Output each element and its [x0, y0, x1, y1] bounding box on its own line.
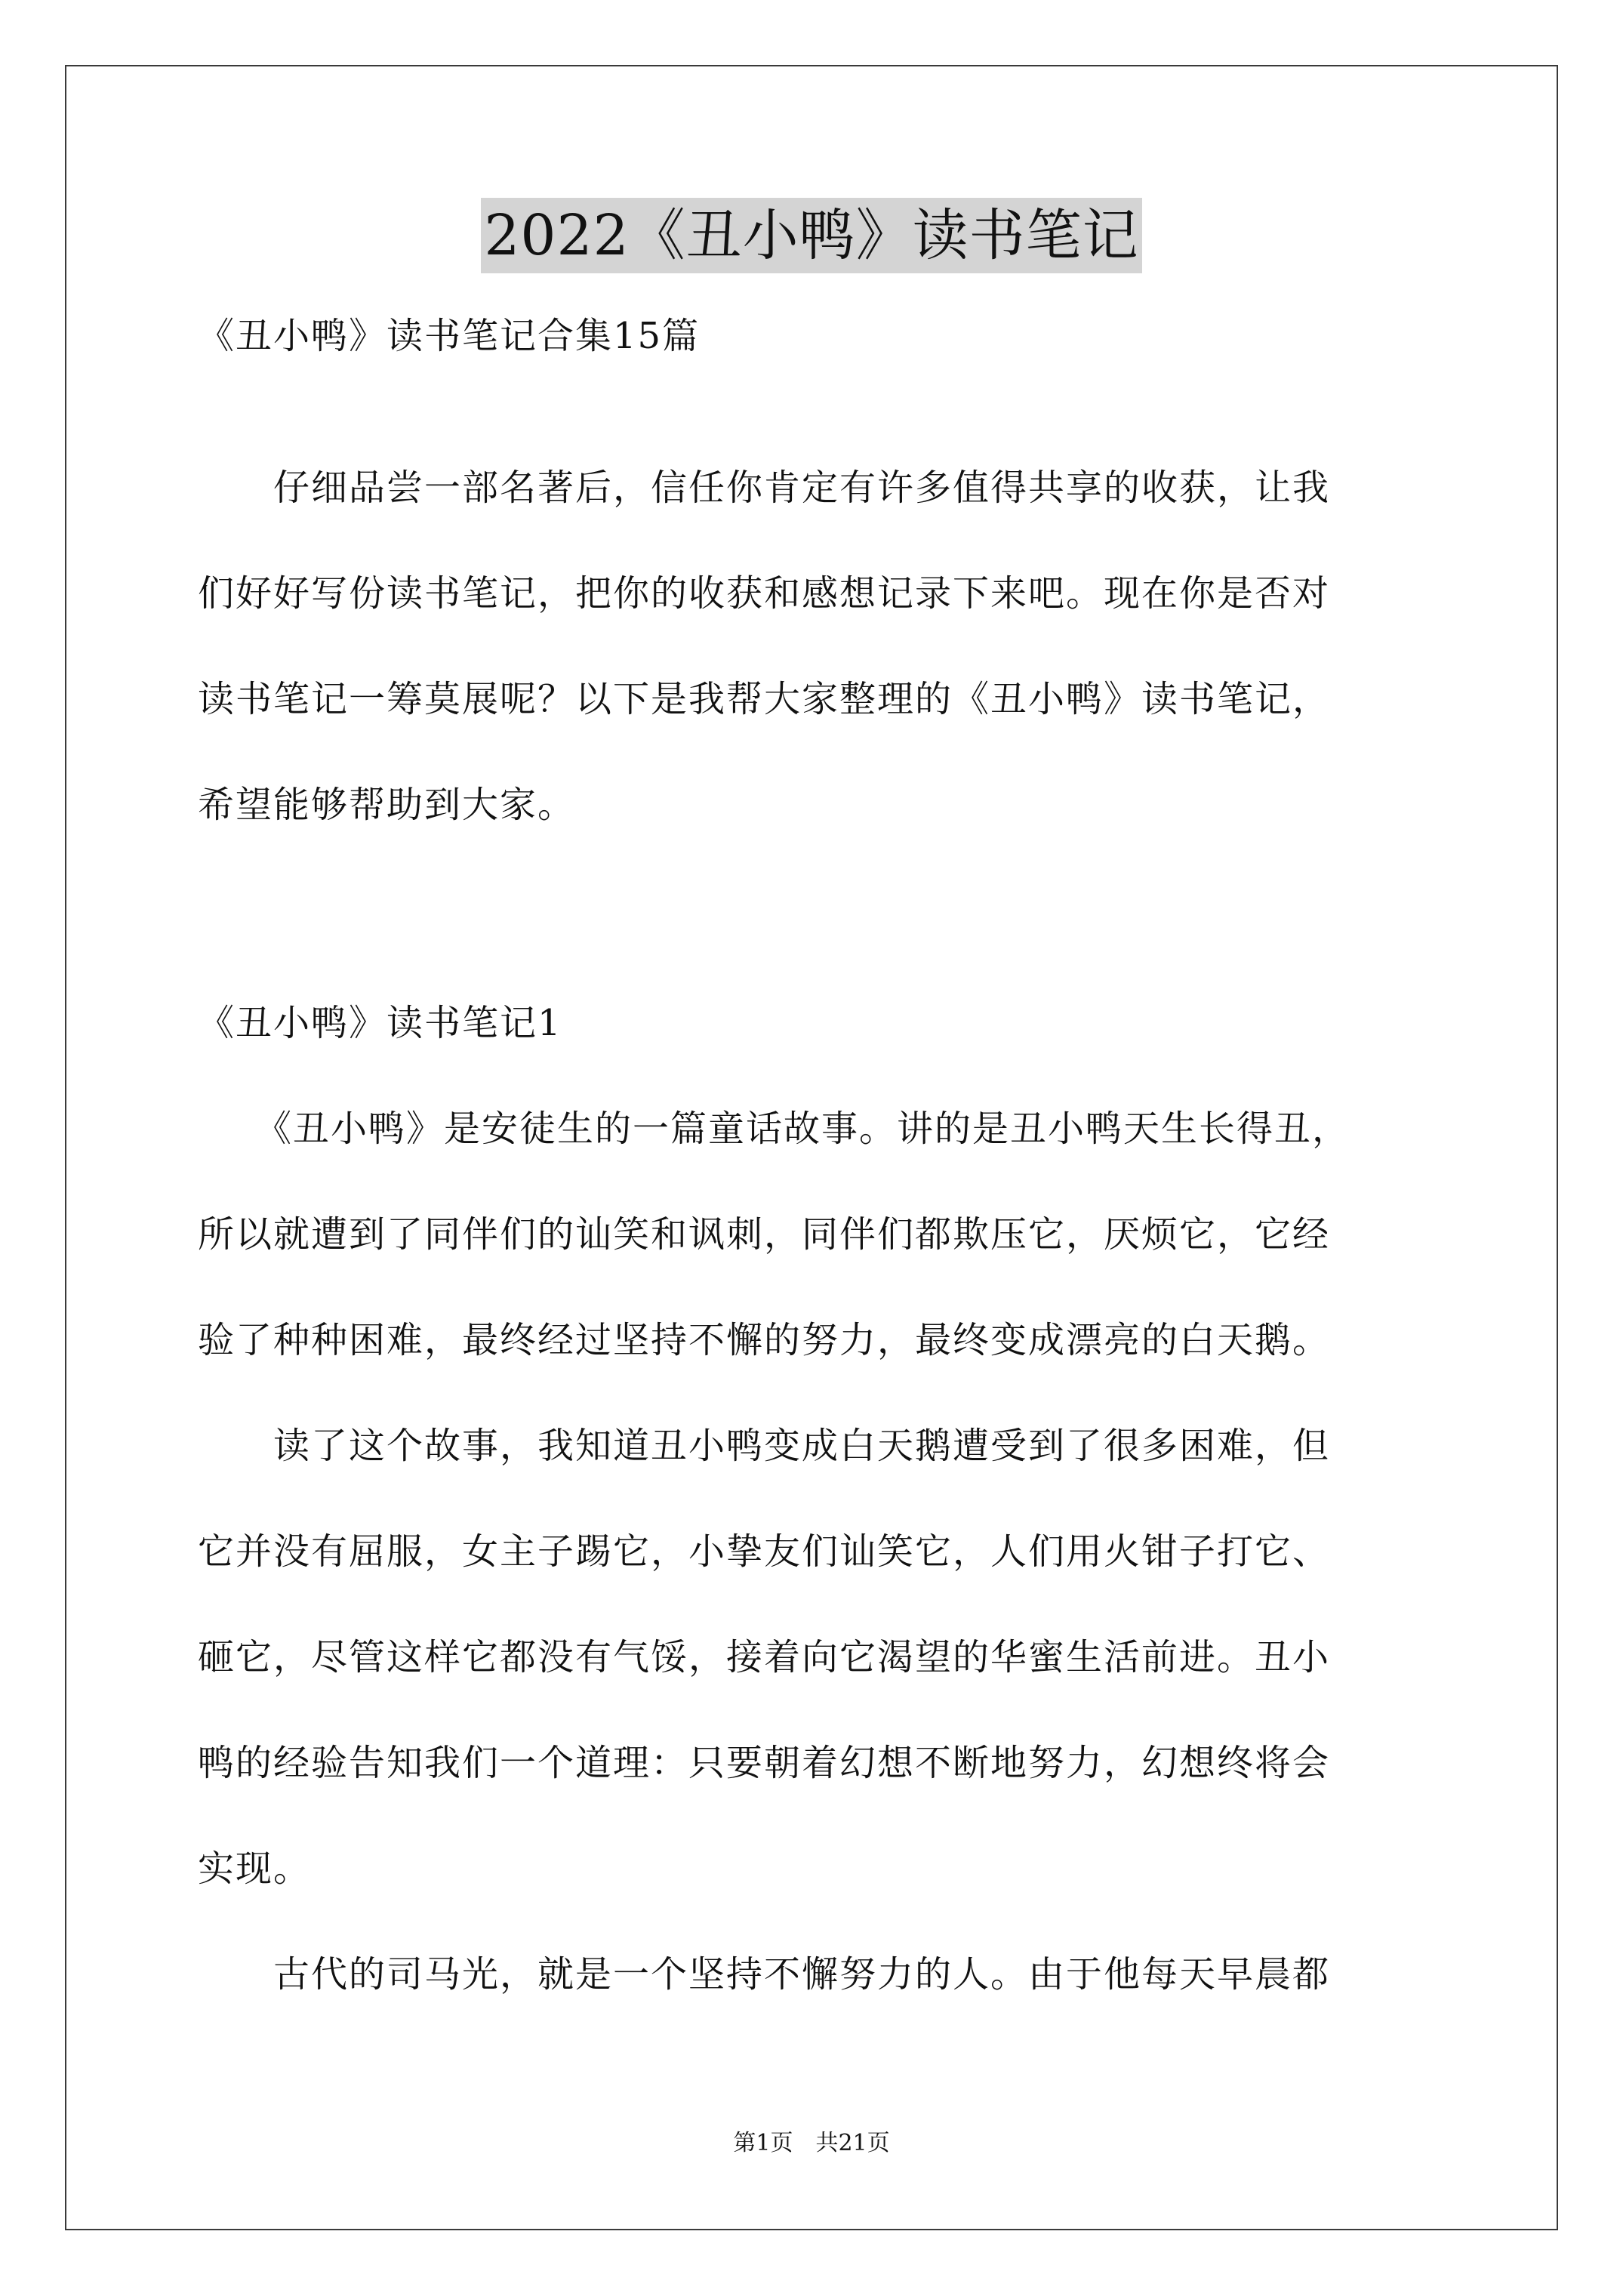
document-title-container — [0, 198, 1623, 273]
paragraph-2-line-2: 它并没有屈服，女主子踢它，小挚友们讪笑它，人们用火钳子打它、 — [198, 1530, 1331, 1573]
paragraph-2-line-4: 鸭的经验告知我们一个道理：只要朝着幻想不断地努力，幻想终将会 — [198, 1742, 1331, 1784]
paragraph-3-line-1: 古代的司马光，就是一个坚持不懈努力的人。由于他每天早晨都 — [198, 1953, 1331, 1996]
paragraph-1-line-2: 所以就遭到了同伴们的讪笑和讽刺，同伴们都欺压它，厌烦它，它经 — [198, 1213, 1331, 1256]
intro-line-4: 希望能够帮助到大家。 — [198, 784, 576, 826]
paragraph-1-line-1: 《丑小鸭》是安徒生的一篇童话故事。讲的是丑小鸭天生长得丑， — [198, 1108, 1350, 1150]
page-number-footer: 第1页 共21页 — [733, 2130, 890, 2156]
section-heading-1: 《丑小鸭》读书笔记1 — [198, 1002, 562, 1044]
document-title: 2022《丑小鸭》读书笔记 — [481, 198, 1141, 273]
intro-line-3: 读书笔记一筹莫展呢？以下是我帮大家整理的《丑小鸭》读书笔记， — [198, 678, 1331, 720]
paragraph-1-line-3: 验了种种困难，最终经过坚持不懈的努力，最终变成漂亮的白天鹅。 — [198, 1319, 1331, 1361]
paragraph-2-line-3: 砸它，尽管这样它都没有气馁，接着向它渴望的华蜜生活前进。丑小 — [198, 1636, 1331, 1678]
paragraph-2-line-5: 实现。 — [198, 1848, 312, 1890]
intro-line-2: 们好好写份读书笔记，把你的收获和感想记录下来吧。现在你是否对 — [198, 572, 1331, 615]
intro-line-1: 仔细品尝一部名著后，信任你肯定有许多值得共享的收获，让我 — [198, 467, 1331, 509]
collection-subtitle: 《丑小鸭》读书笔记合集15篇 — [198, 315, 701, 357]
paragraph-2-line-1: 读了这个故事，我知道丑小鸭变成白天鹅遭受到了很多困难，但 — [198, 1425, 1331, 1467]
